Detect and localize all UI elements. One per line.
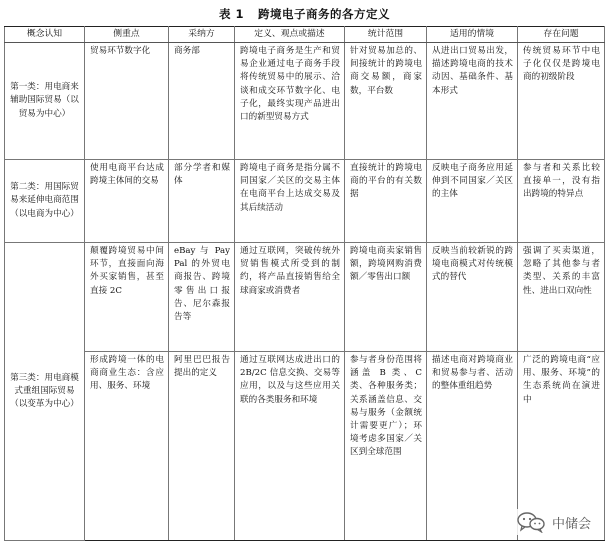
column-header: 采纳方 xyxy=(169,27,235,43)
scope-cell: 针对贸易加总的、间接统计的跨境电商交易额，商家数，平台数 xyxy=(345,43,427,160)
situation-cell: 描述电商对跨境商业和贸易参与者、活动的整体重组趋势 xyxy=(427,352,518,541)
category-cell: 第一类：用电商来辅助国际贸易（以贸易为中心） xyxy=(5,43,85,160)
table-row xyxy=(5,160,605,243)
problem-cell: 广泛的跨境电商“应用、服务、环境”的生态系统尚在演进中 xyxy=(518,352,605,541)
watermark xyxy=(512,509,595,535)
definition-cell: 通过互联网，突破传统外贸销售模式所受到的制约，将产品直接销售给全球商家或消费者 xyxy=(235,243,345,352)
column-header: 概念认知 xyxy=(5,27,85,43)
adopter-cell: eBay 与 PayPal 的外贸电商报告、跨境零售出口报告、尼尔森报告等 xyxy=(169,243,235,352)
scope-cell: 直接统计的跨境电商的平台的有关数据 xyxy=(345,160,427,243)
situation-cell: 从进出口贸易出发，描述跨境电商的技术动因、基础条件、基本形式 xyxy=(427,43,518,160)
definitions-table xyxy=(4,26,605,541)
column-header: 定义、观点或描述 xyxy=(235,27,345,43)
focus-cell: 使用电商平台达成跨境主体间的交易 xyxy=(85,160,169,243)
adopter-cell: 商务部 xyxy=(169,43,235,160)
watermark-text: 中储会 xyxy=(551,516,591,532)
definition-cell: 跨境电子商务是生产和贸易企业通过电子商务手段将传统贸易中的展示、洽谈和成交环节数字化、电子化，最终实现产品进出口的新型贸易方式 xyxy=(235,43,345,160)
focus-cell: 形成跨境一体的电商商业生态：含应用、服务、环境 xyxy=(85,352,169,541)
column-header: 存在问题 xyxy=(518,27,605,43)
problem-cell: 强调了买卖渠道，忽略了其他参与者类型、关系的丰富性、进出口双向性 xyxy=(518,243,605,352)
table-title xyxy=(0,6,609,22)
table-header-row xyxy=(5,27,605,43)
category-cell: 第二类：用国际贸易来延伸电商范围（以电商为中心） xyxy=(5,160,85,243)
column-header: 统计范围 xyxy=(345,27,427,43)
adopter-cell: 部分学者和媒体 xyxy=(169,160,235,243)
problem-cell: 传统贸易环节中电子化仅仅是跨境电商的初级阶段 xyxy=(518,43,605,160)
table-row xyxy=(5,243,605,352)
scope-cell: 跨境电商卖家销售额，跨境网购消费额／零售出口额 xyxy=(345,243,427,352)
situation-cell: 反映电子商务应用延伸到不同国家／关区的主体 xyxy=(427,160,518,243)
adopter-cell: 阿里巴巴报告提出的定义 xyxy=(169,352,235,541)
column-header: 侧重点 xyxy=(85,27,169,43)
focus-cell: 贸易环节数字化 xyxy=(85,43,169,160)
wechat-bubbles-icon xyxy=(516,511,546,533)
focus-cell: 颠覆跨境贸易中间环节，直接面向海外买家销售，甚至直接 2C xyxy=(85,243,169,352)
situation-cell: 反映当前较新锐的跨境电商模式对传统模式的替代 xyxy=(427,243,518,352)
scope-cell: 参与者身份范围将涵盖 B 类、C 类、各种服务类；关系涵盖信息、交易与服务（金额统计需要更广）；环境考虑多国家／关区到全球范围 xyxy=(345,352,427,541)
definition-cell: 跨境电子商务是指分属不同国家／关区的交易主体在电商平台上达成交易及其后续活动 xyxy=(235,160,345,243)
table-row xyxy=(5,43,605,160)
problem-cell: 参与者和关系比较直接单一，没有指出跨境的特异点 xyxy=(518,160,605,243)
definition-cell: 通过互联网达成进出口的 2B/2C 信息交换、交易等应用，以及与这些应用关联的各类服务和环境 xyxy=(235,352,345,541)
table-title-text: 跨境电子商务的各方定义 xyxy=(258,7,390,21)
table-number: 表 1 xyxy=(218,7,244,21)
column-header: 适用的情境 xyxy=(427,27,518,43)
category-cell: 第三类：用电商模式重组国际贸易（以变革为中心） xyxy=(5,243,85,541)
